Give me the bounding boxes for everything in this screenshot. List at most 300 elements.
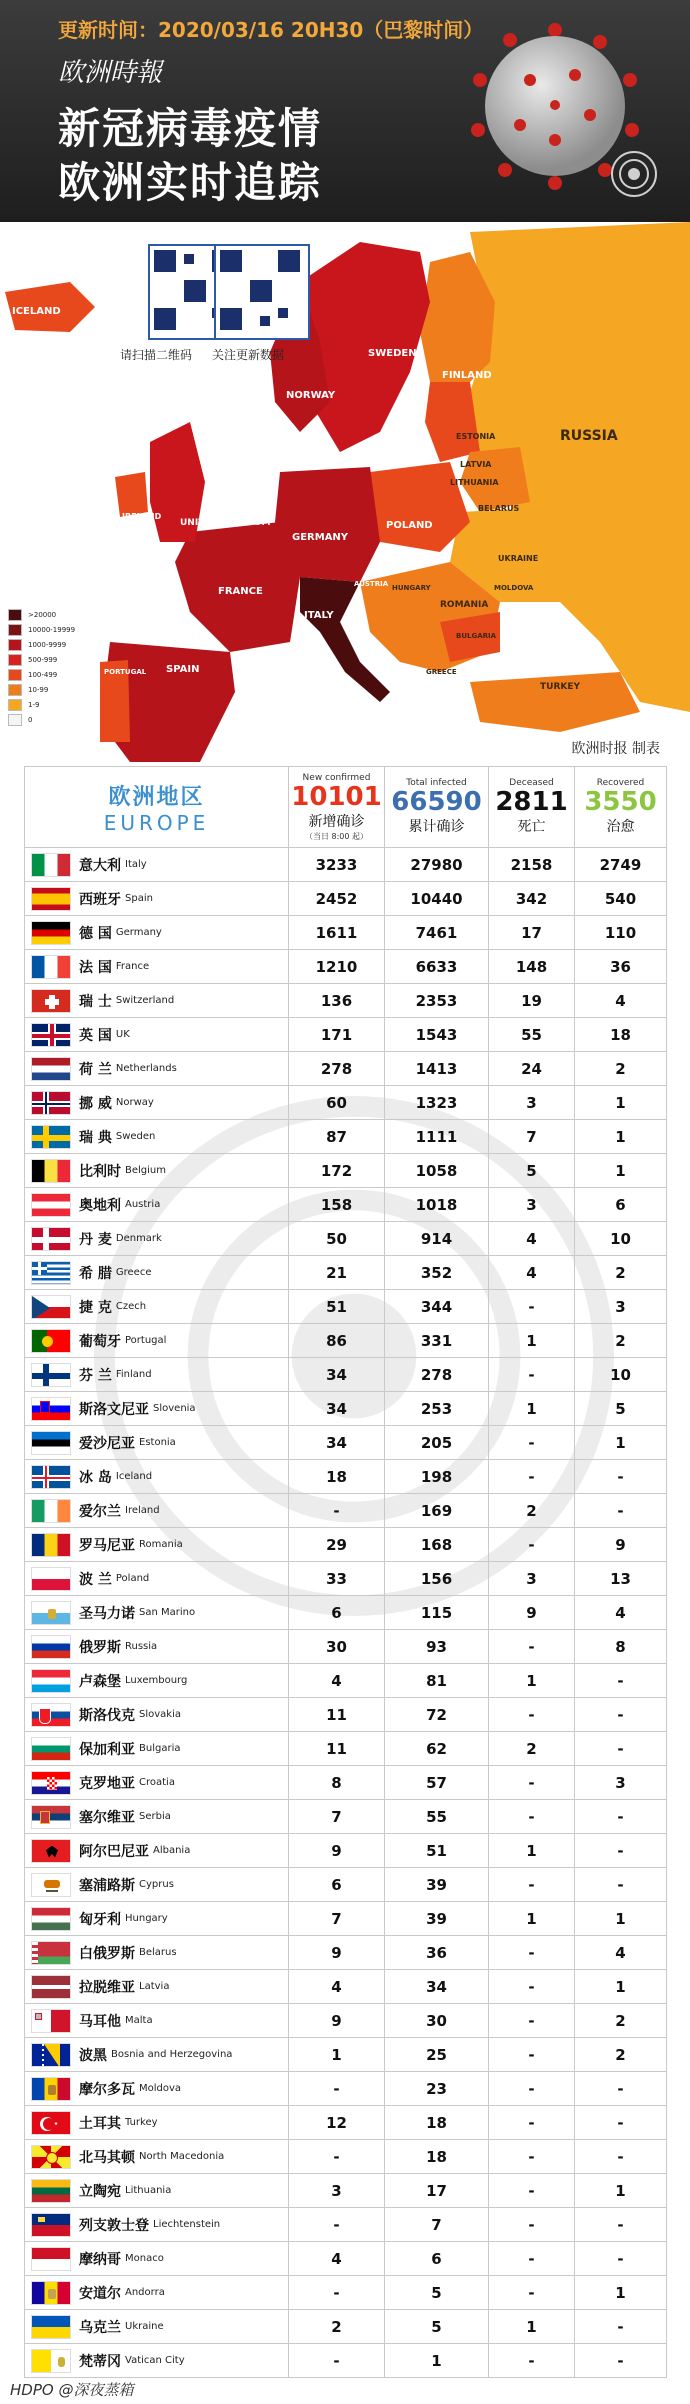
country-name-zh: 俄罗斯 [79, 1639, 121, 1656]
recovered-cell: 2 [575, 1324, 667, 1358]
header-rec-zh: 治愈 [606, 819, 635, 835]
map-label-latvia: LATVIA [460, 460, 492, 469]
serbia-flag-icon [31, 1805, 71, 1829]
country-name-zh: 希 腊 [79, 1265, 112, 1282]
country-name-zh: 摩纳哥 [79, 2251, 121, 2268]
legend-label: 100-499 [28, 670, 58, 679]
liechtenstein-flag-icon [31, 2213, 71, 2237]
austria-flag-icon [31, 1193, 71, 1217]
deceased-cell: - [489, 1766, 575, 1800]
deceased-cell: - [489, 1358, 575, 1392]
page-title-line-2: 欧洲实时追踪 [58, 158, 323, 207]
deceased-cell: - [489, 2140, 575, 2174]
country-name-en: Bulgaria [139, 1743, 181, 1754]
map-label-finland: FINLAND [442, 370, 492, 381]
recovered-cell: - [575, 2242, 667, 2276]
total-infected-cell: 914 [385, 1222, 489, 1256]
andorra-flag-icon [31, 2281, 71, 2305]
total-infected-cell: 344 [385, 1290, 489, 1324]
ireland-flag-icon [31, 1499, 71, 1523]
recovered-cell: - [575, 1664, 667, 1698]
deceased-cell: 1 [489, 1392, 575, 1426]
new-confirmed-cell: 278 [289, 1052, 385, 1086]
total-infected-cell: 2353 [385, 984, 489, 1018]
country-name-zh: 英 国 [79, 1027, 112, 1044]
map-label-belarus: BELARUS [478, 504, 520, 513]
map-label-greece: GREECE [426, 668, 457, 676]
total-infected-cell: 57 [385, 1766, 489, 1800]
country-name-en: Bosnia and Herzegovina [111, 2049, 233, 2060]
new-confirmed-cell: - [289, 2344, 385, 2378]
new-confirmed-cell: - [289, 2276, 385, 2310]
country-name-en: Austria [125, 1199, 161, 1210]
legend-label: >20000 [28, 610, 57, 619]
country-name-zh: 保加利亚 [79, 1741, 135, 1758]
table-row [25, 1664, 667, 1698]
map-legend [8, 607, 75, 727]
country-name-en: Ireland [125, 1505, 160, 1516]
deceased-cell: - [489, 2072, 575, 2106]
deceased-cell: 55 [489, 1018, 575, 1052]
denmark-flag-icon [31, 1227, 71, 1251]
table-row [25, 2038, 667, 2072]
latvia-flag-icon [31, 1975, 71, 1999]
total-infected-cell: 55 [385, 1800, 489, 1834]
recovered-cell: - [575, 2208, 667, 2242]
newspaper-seal-icon [610, 150, 658, 198]
header-total-zh: 累计确诊 [408, 819, 465, 835]
legend-label: 1-9 [28, 700, 40, 709]
deceased-cell: 4 [489, 1222, 575, 1256]
table-row [25, 1086, 667, 1120]
deceased-cell: - [489, 1698, 575, 1732]
country-cell [25, 2038, 289, 2072]
recovered-cell: - [575, 1460, 667, 1494]
total-infected-cell: 23 [385, 2072, 489, 2106]
deceased-cell: - [489, 1970, 575, 2004]
legend-item [8, 652, 75, 667]
case-table [24, 766, 667, 2378]
table-row [25, 1052, 667, 1086]
country-name-en: Hungary [125, 1913, 168, 1924]
greece-flag-icon [31, 1261, 71, 1285]
table-row [25, 882, 667, 916]
region-title-zh: 欧洲地区 [108, 784, 205, 810]
country-name-zh: 捷 克 [79, 1299, 112, 1316]
map-label-italy: ITALY [304, 610, 334, 621]
legend-label: 0 [28, 715, 33, 724]
map-label-spain: SPAIN [166, 664, 200, 675]
new-confirmed-cell: 1210 [289, 950, 385, 984]
deceased-cell: - [489, 2242, 575, 2276]
recovered-cell: 6 [575, 1188, 667, 1222]
table-row [25, 1596, 667, 1630]
new-confirmed-cell: 6 [289, 1868, 385, 1902]
table-row [25, 1766, 667, 1800]
deceased-cell: 1 [489, 1834, 575, 1868]
recovered-cell: - [575, 1698, 667, 1732]
total-infected-cell: 352 [385, 1256, 489, 1290]
legend-item [8, 712, 75, 727]
recovered-cell: 2 [575, 2004, 667, 2038]
table-row [25, 1800, 667, 1834]
new-confirmed-cell: 9 [289, 1834, 385, 1868]
new-confirmed-cell: 29 [289, 1528, 385, 1562]
recovered-cell: 10 [575, 1222, 667, 1256]
map-label-germany: GERMANY [292, 532, 349, 543]
table-row [25, 1834, 667, 1868]
macedonia-flag-icon [31, 2145, 71, 2169]
qr-code-weibo[interactable] [214, 244, 310, 340]
table-header-row [25, 767, 667, 848]
legend-swatch [8, 654, 22, 666]
legend-item [8, 607, 75, 622]
map-label-sweden: SWEDEN [368, 348, 417, 359]
country-name-en: Slovenia [153, 1403, 196, 1414]
country-cell [25, 1222, 289, 1256]
map-label-bulgaria: BULGARIA [456, 632, 497, 640]
switzerland-flag-icon [31, 989, 71, 1013]
country-cell [25, 1426, 289, 1460]
portugal-flag-icon [31, 1329, 71, 1353]
country-cell [25, 1392, 289, 1426]
new-confirmed-cell: 171 [289, 1018, 385, 1052]
country-name-zh: 圣马力诺 [79, 1605, 135, 1622]
poland-flag-icon [31, 1567, 71, 1591]
map-label-poland: POLAND [386, 520, 433, 531]
deceased-cell: - [489, 2106, 575, 2140]
header-total-en: Total infected [406, 778, 467, 788]
header-banner [0, 0, 690, 222]
map-label-ireland: IRELAND [122, 512, 162, 521]
country-cell [25, 1834, 289, 1868]
deceased-cell: 1 [489, 1664, 575, 1698]
deceased-cell: - [489, 1800, 575, 1834]
deceased-cell: 17 [489, 916, 575, 950]
country-name-zh: 塞尔维亚 [79, 1809, 135, 1826]
country-cell [25, 1494, 289, 1528]
legend-label: 10-99 [28, 685, 49, 694]
country-cell [25, 1902, 289, 1936]
estonia-flag-icon [31, 1431, 71, 1455]
deceased-cell: - [489, 1630, 575, 1664]
country-name-zh: 拉脱维亚 [79, 1979, 135, 1996]
country-name-zh: 芬 兰 [79, 1367, 112, 1384]
country-cell [25, 1698, 289, 1732]
albania-flag-icon [31, 1839, 71, 1863]
total-infected-cell: 39 [385, 1868, 489, 1902]
country-name-en: North Macedonia [139, 2151, 225, 2162]
legend-swatch [8, 669, 22, 681]
total-infected-cell: 1543 [385, 1018, 489, 1052]
country-name-zh: 丹 麦 [79, 1231, 112, 1248]
map-label-turkey: TURKEY [540, 682, 581, 692]
country-cell [25, 1154, 289, 1188]
map-label-norway: NORWAY [286, 390, 336, 401]
table-row [25, 1732, 667, 1766]
map-label-lithuania: LITHUANIA [450, 478, 499, 487]
bosnia-flag-icon [31, 2043, 71, 2067]
country-cell [25, 1800, 289, 1834]
map-label-ukraine: UKRAINE [498, 554, 539, 563]
ukraine-flag-icon [31, 2315, 71, 2339]
recovered-cell: 1 [575, 1426, 667, 1460]
country-name-zh: 匈牙利 [79, 1911, 121, 1928]
bulgaria-flag-icon [31, 1737, 71, 1761]
legend-swatch [8, 714, 22, 726]
new-confirmed-cell: 172 [289, 1154, 385, 1188]
total-infected-cell: 1413 [385, 1052, 489, 1086]
country-cell [25, 916, 289, 950]
header-recovered [575, 767, 667, 848]
country-cell [25, 984, 289, 1018]
total-infected-cell: 253 [385, 1392, 489, 1426]
table-row [25, 1324, 667, 1358]
total-infected-cell: 18 [385, 2106, 489, 2140]
legend-item [8, 697, 75, 712]
total-infected-cell: 331 [385, 1324, 489, 1358]
table-row [25, 1936, 667, 1970]
country-name-zh: 奥地利 [79, 1197, 121, 1214]
country-name-zh: 荷 兰 [79, 1061, 112, 1078]
deceased-cell: 9 [489, 1596, 575, 1630]
map-label-austria: AUSTRIA [354, 580, 389, 588]
total-infected-cell: 1058 [385, 1154, 489, 1188]
header-new-confirmed [289, 767, 385, 848]
table-row [25, 1494, 667, 1528]
country-cell [25, 1290, 289, 1324]
table-row [25, 1188, 667, 1222]
country-name-zh: 乌克兰 [79, 2319, 121, 2336]
country-name-zh: 塞浦路斯 [79, 1877, 135, 1894]
total-infected-cell: 205 [385, 1426, 489, 1460]
country-name-en: Vatican City [125, 2355, 185, 2366]
deceased-cell: 1 [489, 1324, 575, 1358]
country-name-zh: 意大利 [79, 857, 121, 874]
country-name-en: Belgium [125, 1165, 166, 1176]
germany-flag-icon [31, 921, 71, 945]
country-cell [25, 2310, 289, 2344]
monaco-flag-icon [31, 2247, 71, 2271]
country-name-zh: 葡萄牙 [79, 1333, 121, 1350]
new-confirmed-cell: 30 [289, 1630, 385, 1664]
deceased-cell: - [489, 2174, 575, 2208]
new-confirmed-cell: 18 [289, 1460, 385, 1494]
country-name-en: Croatia [139, 1777, 175, 1788]
country-cell [25, 1630, 289, 1664]
country-name-zh: 土耳其 [79, 2115, 121, 2132]
country-name-zh: 罗马尼亚 [79, 1537, 135, 1554]
country-name-zh: 立陶宛 [79, 2183, 121, 2200]
country-name-en: Portugal [125, 1335, 167, 1346]
country-name-en: Finland [115, 1369, 152, 1380]
new-confirmed-cell: - [289, 2072, 385, 2106]
new-confirmed-cell: 2 [289, 2310, 385, 2344]
recovered-cell: - [575, 1494, 667, 1528]
new-confirmed-cell: - [289, 1494, 385, 1528]
recovered-cell: - [575, 2344, 667, 2378]
header-new-en: New confirmed [302, 772, 371, 783]
new-confirmed-cell: 9 [289, 2004, 385, 2038]
country-name-zh: 斯洛文尼亚 [79, 1401, 149, 1418]
finland-flag-icon [31, 1363, 71, 1387]
recovered-cell: 9 [575, 1528, 667, 1562]
recovered-cell: 1 [575, 1154, 667, 1188]
country-name-zh: 马耳他 [79, 2013, 121, 2030]
table-row [25, 1154, 667, 1188]
recovered-cell: 3 [575, 1766, 667, 1800]
country-name-en: Turkey [125, 2117, 158, 2128]
recovered-cell: 4 [575, 984, 667, 1018]
europe-map-svg [0, 222, 690, 766]
country-name-zh: 挪 威 [79, 1095, 112, 1112]
recovered-cell: 36 [575, 950, 667, 984]
country-name-en: Czech [115, 1301, 147, 1312]
legend-item [8, 667, 75, 682]
table-row [25, 1902, 667, 1936]
total-infected-cell: 72 [385, 1698, 489, 1732]
country-name-en: Spain [125, 893, 153, 904]
country-cell [25, 882, 289, 916]
country-name-zh: 安道尔 [79, 2285, 121, 2302]
table-row [25, 2344, 667, 2378]
iceland-flag-icon [31, 1465, 71, 1489]
cyprus-flag-icon [31, 1873, 71, 1897]
table-row [25, 2242, 667, 2276]
country-name-en: Andorra [125, 2287, 165, 2298]
country-name-en: France [115, 961, 150, 972]
legend-swatch [8, 699, 22, 711]
table-row [25, 2004, 667, 2038]
recovered-cell: - [575, 1834, 667, 1868]
country-name-zh: 波 兰 [79, 1571, 112, 1588]
country-name-zh: 北马其顿 [79, 2149, 135, 2166]
country-name-en: Iceland [115, 1471, 153, 1482]
country-name-en: Estonia [139, 1437, 176, 1448]
deceased-cell: - [489, 2276, 575, 2310]
country-cell [25, 1086, 289, 1120]
total-infected-cell: 169 [385, 1494, 489, 1528]
country-name-en: Lithuania [125, 2185, 172, 2196]
country-cell [25, 1324, 289, 1358]
table-row [25, 2310, 667, 2344]
header-dead-en: Deceased [509, 778, 554, 788]
total-infected-cell: 5 [385, 2276, 489, 2310]
total-infected-cell: 62 [385, 1732, 489, 1766]
deceased-cell: 2 [489, 1732, 575, 1766]
country-name-zh: 瑞 典 [79, 1129, 112, 1146]
new-confirmed-cell: 9 [289, 1936, 385, 1970]
header-region [25, 767, 289, 848]
country-cell [25, 2344, 289, 2378]
legend-swatch [8, 684, 22, 696]
table-row [25, 2072, 667, 2106]
map-label-uk: UNITED KINGDOM [180, 518, 271, 528]
recovered-cell: - [575, 2140, 667, 2174]
map-label-estonia: ESTONIA [456, 432, 496, 441]
qr-caption-scan: 请扫描二维码 [120, 348, 193, 362]
new-confirmed-cell: 11 [289, 1698, 385, 1732]
legend-swatch [8, 609, 22, 621]
deceased-cell: - [489, 1868, 575, 1902]
country-cell [25, 1868, 289, 1902]
deceased-cell: 148 [489, 950, 575, 984]
recovered-cell: 18 [575, 1018, 667, 1052]
total-infected-cell: 156 [385, 1562, 489, 1596]
recovered-cell: - [575, 2106, 667, 2140]
deceased-cell: - [489, 2004, 575, 2038]
total-infected-cell: 17 [385, 2174, 489, 2208]
legend-item [8, 622, 75, 637]
footer-watermark: HDPO @深夜蒸箱 [10, 2381, 134, 2399]
table-row [25, 1698, 667, 1732]
deceased-cell: - [489, 2208, 575, 2242]
total-infected-cell: 34 [385, 1970, 489, 2004]
table-row [25, 1018, 667, 1052]
romania-flag-icon [31, 1533, 71, 1557]
czech-flag-icon [31, 1295, 71, 1319]
header-rec-en: Recovered [596, 778, 645, 788]
country-name-en: Russia [125, 1641, 158, 1652]
legend-label: 500-999 [28, 655, 58, 664]
deceased-cell: 19 [489, 984, 575, 1018]
total-infected-cell: 36 [385, 1936, 489, 1970]
country-cell [25, 1936, 289, 1970]
table-row [25, 950, 667, 984]
legend-swatch [8, 624, 22, 636]
table-row [25, 2208, 667, 2242]
deceased-cell: 2158 [489, 848, 575, 882]
malta-flag-icon [31, 2009, 71, 2033]
header-new-zh: 新增确诊 [308, 813, 365, 830]
country-cell [25, 2276, 289, 2310]
header-new-sub: （当日 8:00 起） [304, 831, 369, 841]
country-name-en: Liechtenstein [153, 2219, 221, 2230]
slovakia-flag-icon [31, 1703, 71, 1727]
country-name-en: Greece [115, 1267, 152, 1278]
qr-caption-follow: 关注更新数据 [212, 348, 285, 362]
deceased-cell: 5 [489, 1154, 575, 1188]
total-infected-cell: 6 [385, 2242, 489, 2276]
deceased-cell: 7 [489, 1120, 575, 1154]
new-confirmed-cell: - [289, 2140, 385, 2174]
country-name-zh: 西班牙 [79, 891, 121, 908]
italy-flag-icon [31, 853, 71, 877]
country-cell [25, 2174, 289, 2208]
country-name-en: Norway [115, 1097, 154, 1108]
country-cell [25, 950, 289, 984]
table-row [25, 1630, 667, 1664]
new-confirmed-cell: 2452 [289, 882, 385, 916]
croatia-flag-icon [31, 1771, 71, 1795]
map-label-france: FRANCE [218, 586, 263, 597]
case-table-section [24, 766, 666, 2400]
europe-map [0, 222, 690, 766]
recovered-cell: - [575, 1800, 667, 1834]
map-label-russia: RUSSIA [560, 428, 618, 444]
country-name-en: Switzerland [115, 995, 175, 1006]
new-confirmed-cell: 34 [289, 1392, 385, 1426]
deceased-cell: - [489, 1460, 575, 1494]
hungary-flag-icon [31, 1907, 71, 1931]
country-cell [25, 1018, 289, 1052]
new-confirmed-cell: 7 [289, 1800, 385, 1834]
country-name-en: Italy [125, 859, 147, 870]
total-infected-cell: 5 [385, 2310, 489, 2344]
total-infected-cell: 25 [385, 2038, 489, 2072]
country-cell [25, 1256, 289, 1290]
country-name-zh: 瑞 士 [79, 993, 112, 1010]
